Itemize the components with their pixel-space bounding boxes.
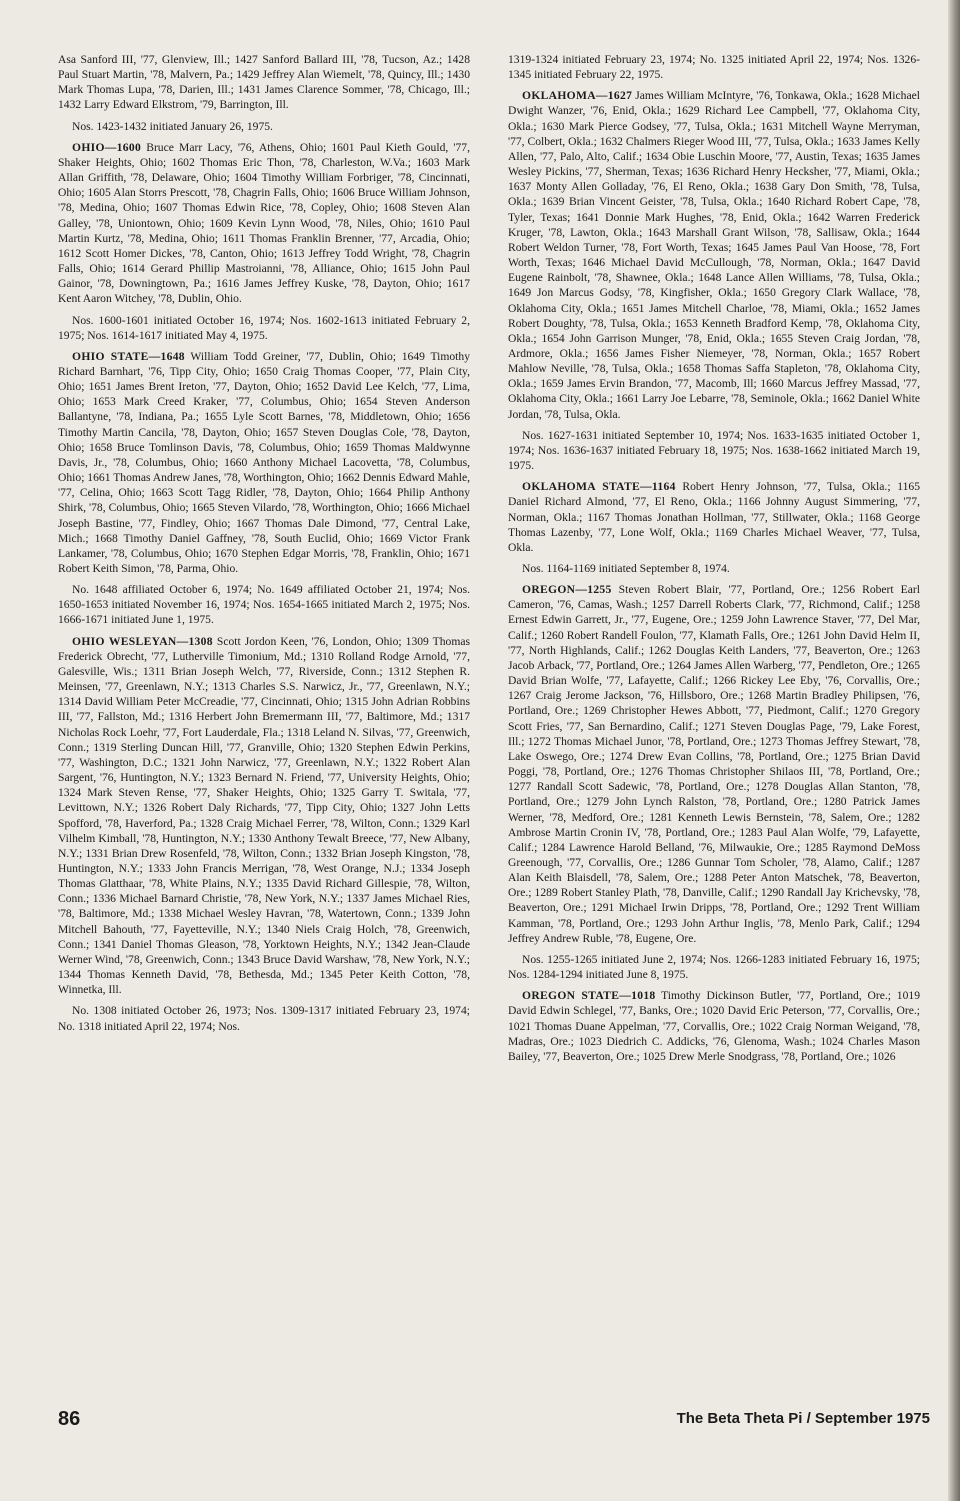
entry-text: Scott Jordon Keen, '76, London, Ohio; 1309 Thomas Frederick Obrecht, '77, Lutherville Timonium, Md.; 1310 Rolland Rodge Arnold, '77, Galesville, Wis.; 1311 Brian Joseph Welch, '77, Riverside, Conn.; 1312 Stephen R. Meinsen, '77, Greenlawn, N.Y.; 1313 Charles S.S. Narwicz, Jr., '77, Greenlawn, N.Y.; 1314 David William Peter McCreadie, '77, Cincinnati, Ohio; 1315 John Adrian Robbins III, '77, Fallston, Md.; 1316 Herbert John Bremermann III, '77, Baltimore, Md.; 1317 Nicholas Rock Loehr, '77, Fort Lauderdale, Fla.; 1318 Leland N. Silvas, '77, Greenwich, Conn.; 1319 Sterling Duncan Hill, '77, Granville, Ohio; 1320 Stephen Edwin Perkins, '77, Washington, D.C.; 1321 John Narwicz, '77, Greenlawn, N.Y.; 1322 Robert Alan Sargent, '76, Huntington, N.Y.; 1323 Bernard N. Friend, '77, University Heights, Ohio; 1324 Mark Steven Rense, '77, Shaker Heights, Ohio; 1325 Garry T. Switala, '77, Levittown, N.Y.; 1326 Robert Daly Richards, '77, Tipp City, Ohio; 1327 John Letts Spofford, '78, Haverford, Pa.; 1328 Craig Michael Ferrer, '78, Wilton, Conn.; 1329 Karl Vilhelm Kimball, '78, Huntington, N.Y.; 1330 Anthony Tewalt Breece, '77, New Albany, N.Y.; 1331 Brian Drew Rosenfeld, '78, Wilton, Conn.; 1332 Brian Joseph Kingston, '78, Huntington, N.Y.; 1333 John Francis Merrigan, '78, West Orange, N.J.; 1334 Joseph Thomas Glatthaar, '78, White Plains, N.Y.; 1335 David Richard Gillespie, '78, Wilton, Conn.; 1336 Michael Barnard Christie, '78, New York, N.Y.; 1337 James Michael Ries, '78, Baltimore, Md.; 1338 Michael Wesley Havran, '78, Watertown, Conn.; 1339 John Mitchell Bahouth, '77, Fayetteville, N.Y.; 1340 Niels Craig Holch, '78, Greenwich, Conn.; 1341 Daniel Thomas Gleason, '78, Yorktown Heights, N.Y.; 1342 Jean-Claude Werner Wind, '78, Greenwich, Conn.; 1343 Bruce David Warshaw, '78, New York, N.Y.; 1344 Thomas Kenneth David, '78, Bethesda, Md.; 1345 Peter Keith Cotton, '78, Winnetka, Ill. bbox=[58, 634, 470, 997]
continued-entry bbox=[508, 52, 920, 82]
chapter-entry bbox=[58, 349, 470, 576]
chapter-heading: OHIO WESLEYAN—1308 bbox=[72, 634, 213, 648]
initiation-note bbox=[58, 1003, 470, 1033]
running-title: The Beta Theta Pi / September 1975 bbox=[676, 1410, 930, 1427]
entry-text: Robert Henry Johnson, '77, Tulsa, Okla.; 1165 Daniel Richard Almond, '77, El Reno, Okla.; 1166 Johnny August Simmering, '77, Norman, Okla.; 1167 Thomas Jonathan Hollman, '77, Stillwater, Okla.; 1168 George Thomas Lazenby, '77, Lone Wolf, Okla.; 1169 Charles Michael Weaver, '77, Tulsa, Okla. bbox=[508, 480, 920, 554]
chapter-entry bbox=[508, 582, 920, 946]
entry-text: Nos. 1600-1601 initiated October 16, 1974; Nos. 1602-1613 initiated February 2, 1975; Nos. 1614-1617 initiated May 4, 1975. bbox=[58, 313, 470, 342]
page-number: 86 bbox=[58, 1408, 81, 1430]
entry-text: Nos. 1164-1169 initiated September 8, 1974. bbox=[522, 562, 730, 575]
entry-text: William Todd Greiner, '77, Dublin, Ohio; 1649 Timothy Richard Barnhart, '76, Tipp City, Ohio; 1650 Craig Thomas Cooper, '77, Plain City, Ohio; 1651 James Brent Ireton, '77, Dayton, Ohio; 1652 David Lee Kelch, '77, Lima, Ohio; 1653 Mark Creed Kraker, '77, Columbus, Ohio; 1654 Steven Anderson Ballantyne, '78, Indiana, Pa.; 1655 Lyle Scott Barnes, '78, Middletown, Ohio; 1656 Timothy Martin Cancila, '78, Dayton, Ohio; 1657 Steven Douglas Cole, '78, Dayton, Ohio; 1658 Bruce Tomlinson Davis, '78, Columbus, Ohio; 1659 Thomas Maldwynne Davis, Jr., '78, Columbus, Ohio; 1660 Anthony Michael Lacovetta, '78, Columbus, Ohio; 1661 Thomas Andrew Janes, '78, Worthington, Ohio; 1662 Dennis Edward Mahle, '77, Celina, Ohio; 1663 Scott Tagg Ridler, '78, Dayton, Ohio; 1664 Philip Anthony Shirk, '78, Columbus, Ohio; 1665 Steven Vilardo, '78, Worthington, Ohio; 1666 Michael Joseph Bastine, '77, Findley, Ohio; 1667 Thomas Dale Dimond, '77, Central Lake, Mich.; 1668 Timothy Daniel Gaffney, '78, South Euclid, Ohio; 1669 Victor Frank Lankamer, '78, Columbus, Ohio; 1670 Stephen Edgar Morris, '78, Franklin, Ohio; 1671 Robert Keith Simon, '78, Parma, Ohio. bbox=[58, 349, 470, 575]
initiation-note bbox=[58, 313, 470, 343]
entry-text: Nos. 1255-1265 initiated June 2, 1974; Nos. 1266-1283 initiated February 16, 1975; Nos. 1284-1294 initiated June 8, 1975. bbox=[508, 952, 920, 982]
entry-text: No. 1648 affiliated October 6, 1974; No. 1649 affiliated October 21, 1974; Nos. 1650-1653 initiated November 16, 1974; Nos. 1654-1665 initiated March 2, 1975; Nos. 1666-1671 initiated June 1, 1975. bbox=[58, 583, 470, 627]
chapter-entry bbox=[508, 479, 920, 555]
entry-text: Nos. 1627-1631 initiated September 10, 1974; Nos. 1633-1635 initiated October 1, 1974; Nos. 1636-1637 initiated February 18, 1975; Nos. 1638-1662 initiated March 19, 1975. bbox=[508, 428, 920, 473]
entry-text: Nos. 1423-1432 initiated January 26, 1975. bbox=[72, 119, 273, 133]
left-column bbox=[58, 52, 470, 1382]
chapter-entry bbox=[58, 140, 470, 307]
initiation-note bbox=[508, 561, 920, 576]
page-edge bbox=[948, 0, 960, 1501]
entry-text: Bruce Marr Lacy, '76, Athens, Ohio; 1601 Paul Kieth Gould, '77, Shaker Heights, Ohio; 1602 Thomas Eric Thon, '78, Charleston, W.Va.; 1603 Mark Allan Griffith, '78, Delaware, Ohio; 1604 Timothy William Forbriger, '78, Cincinnati, Ohio; 1605 Alan Storrs Prescott, '78, Chagrin Falls, Ohio; 1606 Bruce William Johnson, '78, Medina, Ohio; 1607 Thomas Edwin Rice, '78, Copley, Ohio; 1608 Steven Alan Galley, '78, Uniontown, Ohio; 1609 Kevin Lynn Wood, '78, Niles, Ohio; 1610 Paul Martin Kurtz, '78, Medina, Ohio; 1611 Thomas Franklin Brenner, '77, Arcadia, Ohio; 1612 Scott Homer Dickes, '78, Canton, Ohio; 1613 Jeffrey Todd Wright, '78, Chagrin Falls, Ohio; 1614 Gerard Phillip Mastroianni, '78, Alliance, Ohio; 1615 John Paul Gainor, '78, Downingtown, Pa.; 1616 James Jeffrey Kuske, '78, Dayton, Ohio; 1617 Kent Aaron Witchey, '78, Dublin, Ohio. bbox=[58, 140, 470, 306]
initiation-note bbox=[508, 952, 920, 982]
entry-text: Asa Sanford III, '77, Glenview, Ill.; 1427 Sanford Ballard III, '78, Tucson, Az.; 1428 Paul Stuart Martin, '78, Malvern, Pa.; 1429 Jeffrey Alan Wiemelt, '78, Quincy, Ill.; 1430 Mark Thomas Lupa, '78, Darien, Ill.; 1431 James Clarence Sommer, '78, Chicago, Ill.; 1432 Larry Edward Elkstrom, '79, Barrington, Ill. bbox=[58, 53, 470, 112]
chapter-entry bbox=[508, 88, 920, 421]
chapter-heading: OREGON STATE—1018 bbox=[522, 989, 656, 1003]
entry-text: 1319-1324 initiated February 23, 1974; No. 1325 initiated April 22, 1974; Nos. 1326-1345 initiated February 22, 1975. bbox=[508, 53, 920, 82]
chapter-heading: OKLAHOMA—1627 bbox=[522, 89, 633, 103]
entry-text: No. 1308 initiated October 26, 1973; Nos. 1309-1317 initiated February 23, 1974; No. 1318 initiated April 22, 1974; Nos. bbox=[58, 1004, 470, 1033]
chapter-heading: OHIO—1600 bbox=[72, 140, 142, 154]
entry-text: Steven Robert Blair, '77, Portland, Ore.; 1256 Robert Earl Cameron, '76, Camas, Wash.; 1257 Darrell Roberts Clark, '77, Richmond, Calif.; 1258 Ernest Edwin Garrett, Jr., '77, Eugene, Ore.; 1259 John Lawrence Staver, '77, Del Mar, Calif.; 1260 Robert Randell Foulon, '77, Klamath Falls, Ore.; 1261 John David Helm II, '77, North Highlands, Calif.; 1262 Douglas Keith Landers, '77, Beaverton, Ore.; 1263 Jacob Arback, '77, Portland, Ore.; 1264 James Allen Warberg, '77, Pendleton, Ore.; 1265 David Brian Wolfe, '77, Lafayette, Calif.; 1266 Rickey Lee Eby, '76, Corvallis, Ore.; 1267 Craig Jerome Jackson, '76, Hillsboro, Ore.; 1268 Martin Bradley Philipsen, '76, Portland, Ore.; 1269 Christopher Hewes Abbott, '77, Piedmont, Calif.; 1270 Gregory Scott Fries, '77, San Bernardino, Calif.; 1271 Steven Douglas Page, '79, Lake Forest, Ill.; 1272 Thomas Michael Junor, '78, Portland, Ore.; 1273 Thomas Jeffrey Stewart, '78, Lake Oswego, Ore.; 1274 Drew Evan Collins, '78, Portland, Ore.; 1275 Brian David Poggi, '78, Portland, Ore.; 1276 Thomas Christopher Shilaos III, '78, Portland, Ore.; 1277 Randall Scott Sadewic, '78, Portland, Ore.; 1278 Douglas Allan Stanton, '78, Portland, Ore.; 1279 John Lynch Ralston, '78, Portland, Ore.; 1280 Patrick James Werner, '78, Medford, Ore.; 1281 Kenneth Lewis Bernstein, '78, Salem, Ore.; 1282 Ambrose Martin Cronin IV, '78, Portland, Ore.; 1283 Paul Alan Wolfe, '79, Lafayette, Calif.; 1284 Lawrence Harold Belland, '76, Milwaukie, Ore.; 1285 Raymond DeMoss Greenough, '77, Corvallis, Ore.; 1286 Gunnar Tom Scholer, '78, Alamo, Calif.; 1287 Alan Keith Blaisdell, '78, Salem, Ore.; 1288 Peter Anton Matschek, '78, Beaverton, Ore.; 1289 Robert Stanley Plath, '78, Danville, Calif.; 1290 Randall Jay Krichevsky, '78, Beaverton, Ore.; 1291 Michael Irwin Dripps, '78, Portland, Ore.; 1292 Trent William Kamman, '78, Portland, Ore.; 1293 John Arthur Inglis, '78, Menlo Park, Calif.; 1294 Jeffrey Andrew Ruble, '78, Eugene, Ore. bbox=[508, 583, 920, 945]
entry-text: Timothy Dickinson Butler, '77, Portland, Ore.; 1019 David Edwin Schlegel, '77, Banks, Ore.; 1020 David Eric Peterson, '77, Corvallis, Ore.; 1021 Thomas Duane Appelman, '77, Corvallis, Ore.; 1022 Craig Norman Weigand, '78, Madras, Ore.; 1023 Diedrich C. Addicks, '76, Glenoma, Wash.; 1024 Charles Mason Bailey, '77, Beaverton, Ore.; 1025 Drew Merle Snodgrass, '78, Portland, Ore.; 1026 bbox=[508, 989, 920, 1063]
chapter-heading: OREGON—1255 bbox=[522, 583, 612, 597]
entry-text: James William McIntyre, '76, Tonkawa, Okla.; 1628 Michael Dwight Wanzer, '76, Enid, Okla.; 1629 Richard Lee Campbell, '77, Oklahoma City, Okla.; 1630 Mark Pierce Godsey, '77, Tulsa, Okla.; 1631 Mitchell Wayne Merryman, '77, Colbert, Okla.; 1632 Chalmers Rieger Wood III, '77, Tulsa, Okla.; 1633 James Kelly Allen, '77, Palo, Alto, Calif.; 1634 Obie Luschin Moore, '77, Austin, Texas; 1635 James Wesley Pickins, '77, Sherman, Texas; 1636 Richard Henry Hecksher, '77, Miami, Okla.; 1637 Monty Allen Golladay, '76, El Reno, Okla.; 1638 Gary Don Smith, '78, Tulsa, Okla.; 1639 Brian Vincent Geister, '78, Tulsa, Okla.; 1640 Richard Robert Cape, '78, Tyler, Texas; 1641 Donnie Mark Hughes, '78, Enid, Okla.; 1642 Warren Frederick Kruger, '78, Lawton, Okla.; 1643 Marshall Grant Wilson, '78, Sallisaw, Okla.; 1644 Robert Weldon Turner, '78, Fort Worth, Texas; 1645 James Paul Van Hoose, '78, Fort Worth, Texas; 1646 Michael David McCullough, '78, Norman, Okla.; 1647 David Eugene Rainbolt, '78, Shawnee, Okla.; 1648 Lance Allen Williams, '78, Tulsa, Okla.; 1649 Jon Marcus Godsy, '78, Kingfisher, Okla.; 1650 Gregory Clark Wallace, '78, Oklahoma City, Okla.; 1651 James Mitchell Charloe, '78, Miami, Okla.; 1652 James Robert Doughty, '78, Tulsa, Okla.; 1653 Kenneth Bradford Kemp, '78, Oklahoma City, Okla.; 1654 John Garrison Munger, '78, Enid, Okla.; 1655 Steven Craig Jordan, '78, Ardmore, Okla.; 1656 James Fisher Niemeyer, '78, Norman, Okla.; 1657 Robert Mahlow Neville, '78, Tulsa, Okla.; 1658 Thomas Saffa Stapleton, '78, Oklahoma City, Okla.; 1659 James Ervin Brandon, '77, Macomb, Ill; 1660 Marcus Jeffrey Massad, '77, Oklahoma City, Okla.; 1661 Larry Joe Lebarre, '78, Seminole, Okla.; 1662 Daniel White Jordan, '78, Tulsa, Okla. bbox=[508, 89, 920, 421]
chapter-entry bbox=[58, 634, 470, 998]
right-column bbox=[508, 52, 920, 1382]
continued-entry bbox=[58, 52, 470, 113]
initiation-note bbox=[508, 428, 920, 473]
chapter-heading: OHIO STATE—1648 bbox=[72, 349, 185, 363]
chapter-entry bbox=[508, 988, 920, 1064]
chapter-heading: OKLAHOMA STATE—1164 bbox=[522, 480, 676, 494]
initiation-note bbox=[58, 582, 470, 627]
initiation-note bbox=[58, 119, 470, 134]
